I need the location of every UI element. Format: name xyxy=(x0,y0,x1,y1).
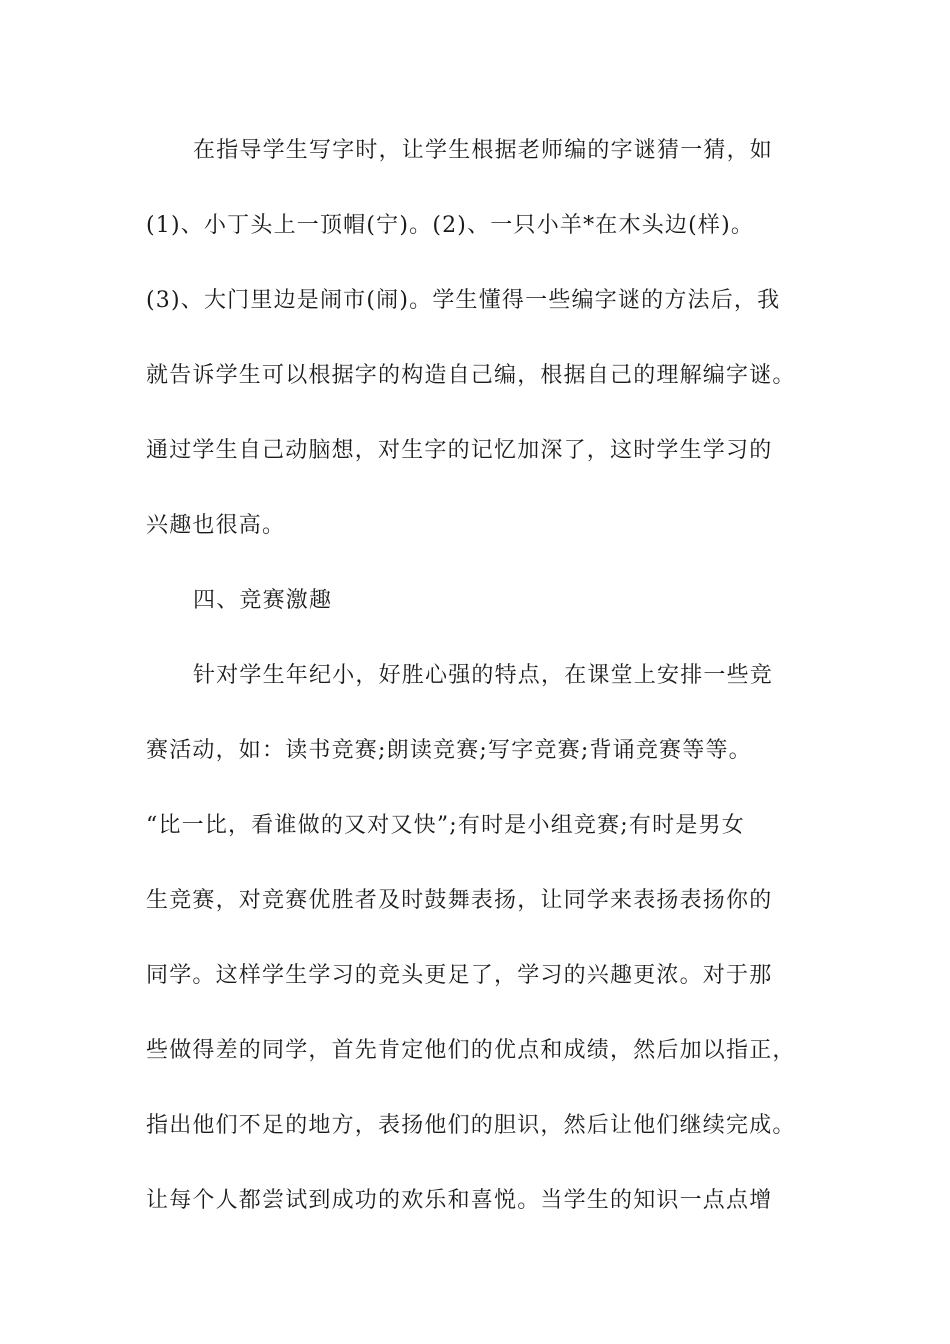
paragraph-line: 生竞赛，对竞赛优胜者及时鼓舞表扬，让同学来表扬表扬你的 xyxy=(146,888,773,913)
paragraph-line: 兴趣也很高。 xyxy=(146,513,286,538)
body-text xyxy=(146,128,816,1253)
paragraph-line: 在指导学生写字时，让学生根据老师编的字谜猜一猜，如 xyxy=(193,138,774,163)
paragraph-line: (3)、大门里边是闹市(闹)。学生懂得一些编字谜的方法后，我 xyxy=(146,288,781,313)
paragraph-line: 同学。这样学生学习的竞头更足了，学习的兴趣更浓。对于那 xyxy=(146,963,773,988)
paragraph-line: 针对学生年纪小，好胜心强的特点，在课堂上安排一些竞 xyxy=(193,663,774,688)
section-heading: 四、竞赛激趣 xyxy=(193,588,333,613)
paragraph-line: 通过学生自己动脑想，对生字的记忆加深了，这时学生学习的 xyxy=(146,438,773,463)
paragraph-line: 就告诉学生可以根据字的构造自己编，根据自己的理解编字谜。 xyxy=(146,363,796,388)
paragraph-line: “比一比，看谁做的又对又快”;有时是小组竞赛;有时是男女 xyxy=(146,813,745,838)
paragraph-line: (1)、小丁头上一顶帽(宁)。(2)、一只小羊*在木头边(样)。 xyxy=(146,213,755,238)
paragraph-line: 让每个人都尝试到成功的欢乐和喜悦。当学生的知识一点点增 xyxy=(146,1188,773,1213)
paragraph-line: 赛活动，如：读书竞赛;朗读竞赛;写字竞赛;背诵竞赛等等。 xyxy=(146,738,752,763)
paragraph-line: 些做得差的同学，首先肯定他们的优点和成绩，然后加以指正， xyxy=(146,1038,796,1063)
paragraph-line: 指出他们不足的地方，表扬他们的胆识，然后让他们继续完成。 xyxy=(146,1113,796,1138)
